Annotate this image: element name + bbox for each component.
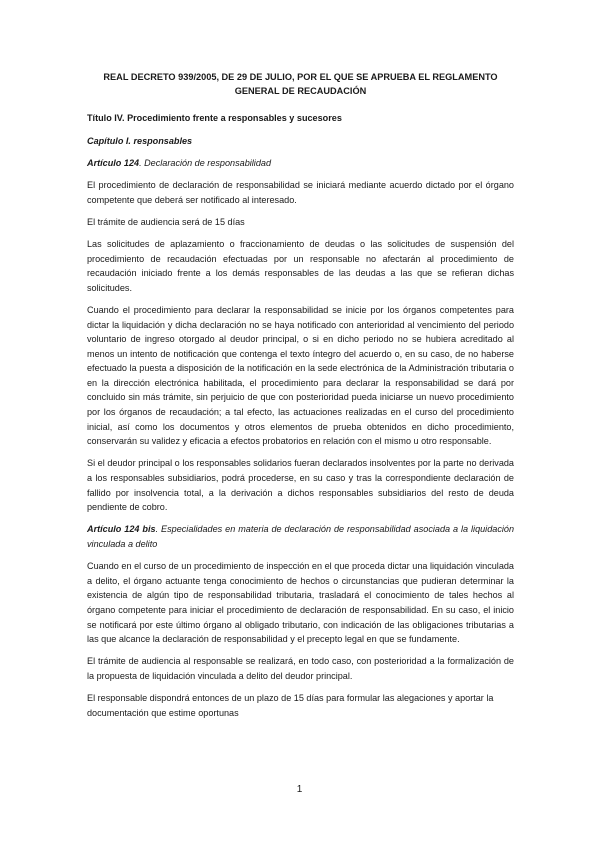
article-124-number: Artículo 124	[87, 157, 140, 168]
capitulo-heading: Capítulo I. responsables	[87, 135, 193, 146]
paragraph: El trámite de audiencia al responsable se realizará, en todo caso, con posterioridad a la formalización de la propuesta de liquidación vinculada a delito del deudor principal.	[87, 656, 514, 681]
article-124-title: . Declaración de responsabilidad	[139, 157, 272, 168]
paragraph: El procedimiento de declaración de responsabilidad se iniciará mediante acuerdo dictado por el órgano competente que deberá ser notificado al interesado.	[87, 179, 514, 205]
article-124-heading	[87, 156, 514, 171]
paragraph: El trámite de audiencia será de 15 días	[87, 216, 245, 227]
article-124-bis-title: . Especialidades en materia de declaración de responsabilidad asociada a la liquidación vinculada a delito	[87, 524, 514, 549]
paragraph: Si el deudor principal o los responsables solidarios fueran declarados insolventes por la parte no derivada a los responsables subsidiarios, podrá procederse, en su caso y tras la correspondiente declaración de fallido por insolvencia total, a la derivación a dichos responsables subsidiarios del resto de deuda pendiente de cobro.	[87, 458, 514, 513]
paragraph: Las solicitudes de aplazamiento o fraccionamiento de deudas o las solicitudes de suspensión del procedimiento de recaudación efectuadas por un responsable no afectarán al procedimiento de recaudación iniciado frente a los demás responsables de las deudas a las que se refieran dichas solicitudes.	[87, 238, 514, 293]
titulo-heading: Título IV. Procedimiento frente a responsables y sucesores	[87, 113, 342, 124]
page-number: 1	[296, 784, 303, 795]
article-124-bis-heading	[87, 522, 514, 551]
paragraph: Cuando el procedimiento para declarar la responsabilidad se inicie por los órganos competentes para dictar la liquidación y dicha declaración no se haya notificado con anterioridad al vencimiento del periodo voluntario de ingreso otorgado al deudor principal, o si en dicho periodo no se hubiera acreditado al menos un intento de notificación que contenga el texto íntegro del acuerdo o, en su caso, de no haberse efectuado la puesta a disposición de la notificación en la sede electrónica de la Administración tributaria o en la dirección electrónica habilitada, el procedimiento para declarar la responsabilidad se dará por concluido sin más trámite, sin perjuicio de que con posterioridad pueda iniciarse un nuevo procedimiento por los órganos de recaudación; a tal efecto, las actuaciones realizadas en el curso del procedimiento inicial, así como los documentos y otros elementos de prueba obtenidos en dicho procedimiento, conservarán su validez y eficacia a efectos probatorios en relación con el mismo u otro responsable.	[87, 304, 514, 447]
article-124-bis-number: Artículo 124 bis	[87, 524, 156, 535]
document-title: REAL DECRETO 939/2005, DE 29 DE JULIO, POR EL QUE SE APRUEBA EL REGLAMENTO GENERAL DE RECAUDACIÓN	[103, 72, 498, 97]
paragraph: El responsable dispondrá entonces de un plazo de 15 días para formular las alegaciones y aportar la documentación que estime oportunas	[87, 693, 494, 718]
document-body	[87, 70, 514, 728]
paragraph: Cuando en el curso de un procedimiento de inspección en el que proceda dictar una liquidación vinculada a delito, el órgano actuante tenga conocimiento de hechos o circunstancias que pudieran determinar la existencia de algún tipo de responsabilidad tributaria, trasladará el conocimiento de tales hechos al órgano competente para iniciar el procedimiento de declaración de responsabilidad. En su caso, el inicio se notificará por este último órgano al obligado tributario, con indicación de las obligaciones tributarias a las que alcance la declaración de responsabilidad y el precepto legal en que se fundamente.	[87, 561, 514, 645]
